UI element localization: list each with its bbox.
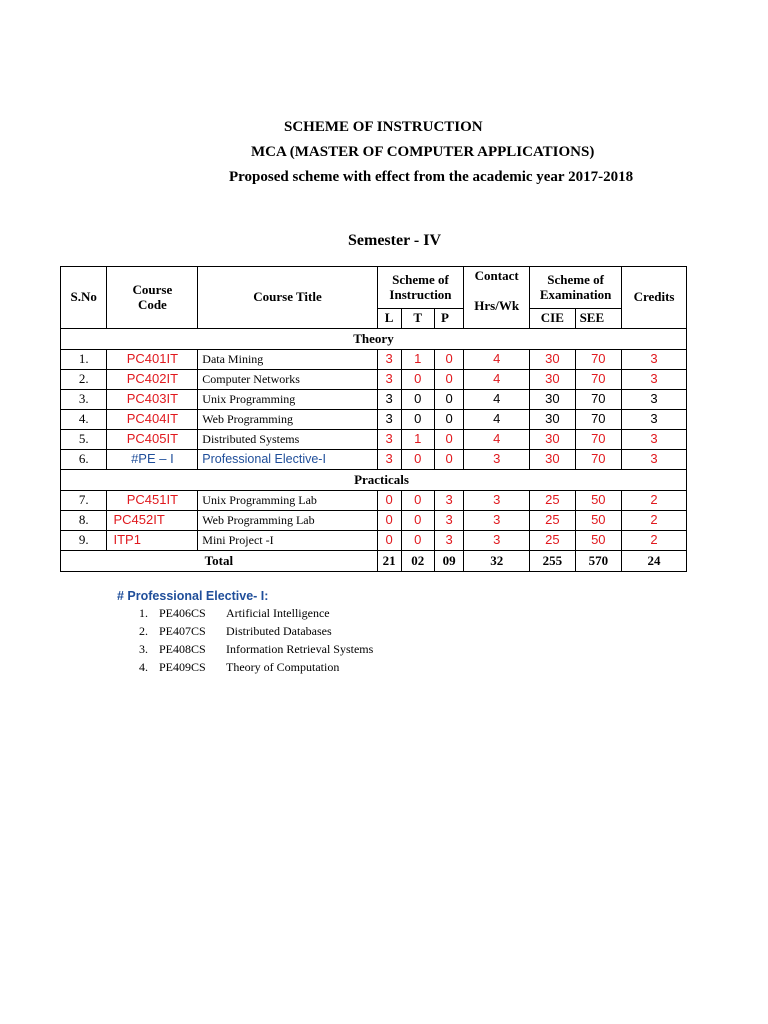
col-credits: Credits [622,267,687,329]
col-l: L [377,309,401,329]
col-p: P [435,309,464,329]
table-row: 5. PC405IT Distributed Systems 3 1 0 4 30 70 3 [61,430,687,450]
table-row: 7. PC451IT Unix Programming Lab 0 0 3 3 25 50 2 [61,491,687,511]
program-title: MCA (MASTER OF COMPUTER APPLICATIONS) [251,144,595,160]
effective-year: Proposed scheme with effect from the academic year 2017-2018 [229,169,634,185]
scheme-table [60,266,687,572]
col-course-title: Course Title [198,267,377,329]
table-row: 3. PC403IT Unix Programming 3 0 0 4 30 70 3 [61,390,687,410]
col-scheme-examination: Scheme of Examination [530,267,622,309]
table-row: 9. ITP1 Mini Project -I 0 0 3 3 25 50 2 [61,531,687,551]
elective-heading: # Professional Elective- I: [117,589,269,603]
total-row: Total 21 02 09 32 255 570 24 [61,551,687,572]
col-course-code: Course Code [107,267,198,329]
list-item: 1. PE406CS Artificial Intelligence [139,606,330,620]
elective-list [139,604,373,676]
col-scheme-instruction: Scheme of Instruction [377,267,464,309]
table-row: 8. PC452IT Web Programming Lab 0 0 3 3 25 50 2 [61,511,687,531]
col-sno: S.No [61,267,107,329]
list-item: 2. PE407CS Distributed Databases [139,624,332,638]
section-practicals: Practicals [61,470,687,491]
doc-heading: SCHEME OF INSTRUCTION [284,119,483,135]
list-item: 4. PE409CS Theory of Computation [139,660,340,674]
table-row: 4. PC404IT Web Programming 3 0 0 4 30 70 3 [61,410,687,430]
list-item: 3. PE408CS Information Retrieval Systems [139,642,374,656]
col-t: T [401,309,435,329]
col-contact-hours: Contact Hrs/Wk [464,267,530,329]
total-label: Total [61,551,378,572]
semester-title: Semester - IV [348,232,442,249]
table-row: 6. #PE – I Professional Elective-I 3 0 0 3 30 70 3 [61,450,687,470]
section-theory: Theory [61,329,687,350]
table-row: 2. PC402IT Computer Networks 3 0 0 4 30 70 3 [61,370,687,390]
col-see: SEE [575,309,622,329]
table-row: 1. PC401IT Data Mining 3 1 0 4 30 70 3 [61,350,687,370]
col-cie: CIE [530,309,575,329]
